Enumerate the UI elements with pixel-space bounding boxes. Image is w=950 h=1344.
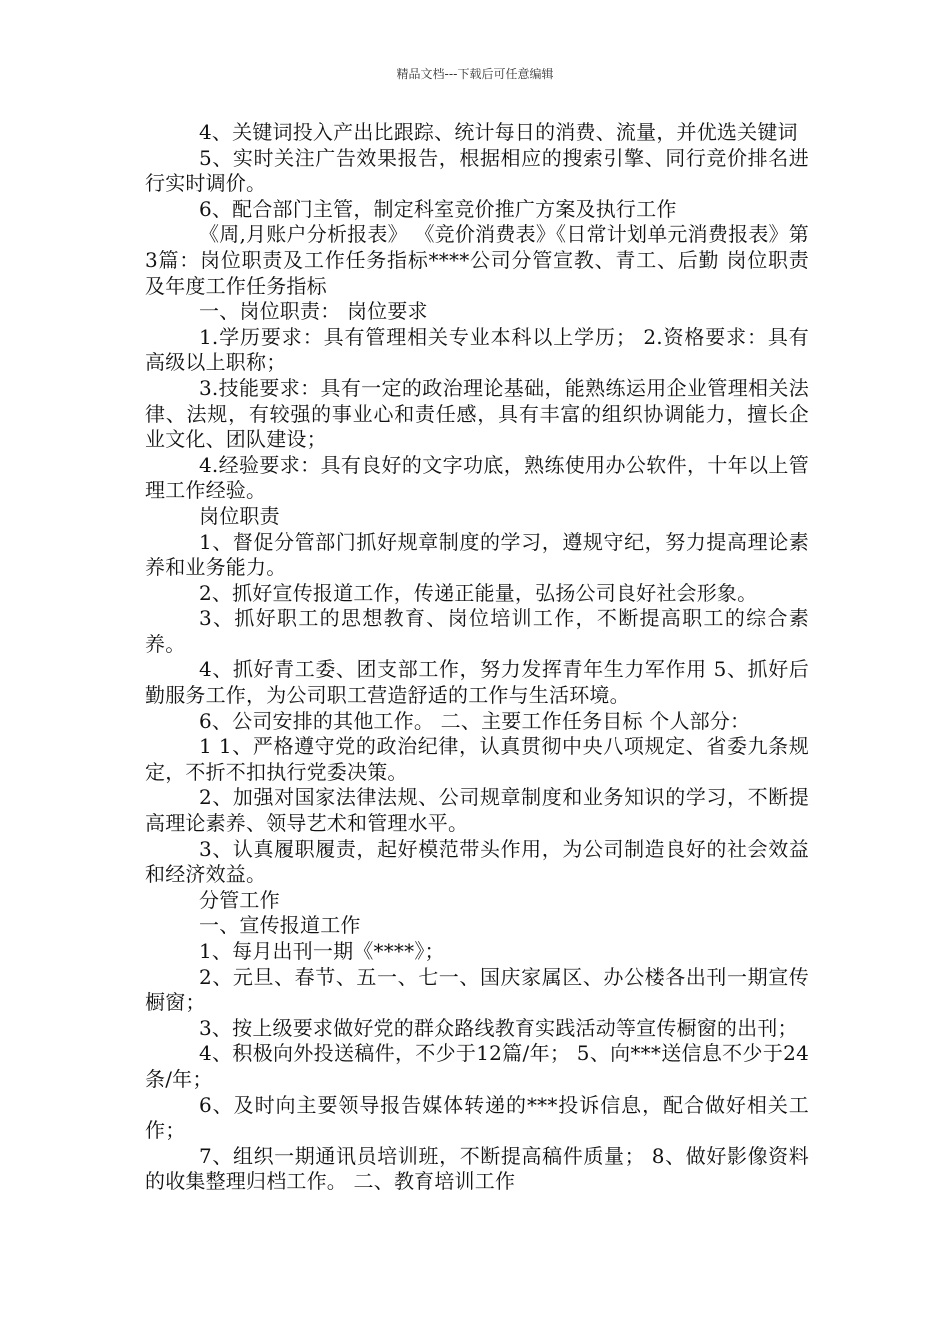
paragraph: 6、及时向主要领导报告媒体转递的***投诉信息，配合做好相关工作； (145, 1092, 809, 1143)
paragraph: 3.技能要求：具有一定的政治理论基础，能熟练运用企业管理相关法律、法规，有较强的事业心和责任感，具有丰富的组织协调能力，擅长企业文化、团队建设； (145, 375, 809, 452)
paragraph: 3、按上级要求做好党的群众路线教育实践活动等宣传橱窗的出刊； (199, 1015, 798, 1040)
paragraph: 5、实时关注广告效果报告，根据相应的搜索引擎、同行竞价排名进行实时调价。 (145, 145, 809, 196)
paragraph: 4、关键词投入产出比跟踪、统计每日的消费、流量，并优选关键词 (199, 120, 798, 144)
paragraph: 2、抓好宣传报道工作，传递正能量，弘扬公司良好社会形象。 (199, 580, 758, 605)
paragraph: 2、加强对国家法律法规、公司规章制度和业务知识的学习，不断提高理论素养、领导艺术和管理水平。 (145, 785, 809, 836)
document-body (145, 120, 809, 1195)
paragraph: 1、每月出刊一期《****》； (199, 939, 445, 963)
paragraph: 6、公司安排的其他工作。 二、主要工作任务目标 个人部分： (199, 708, 751, 733)
paragraph: 7、组织一期通讯员培训班，不断提高稿件质量； 8、做好影像资料的收集整理归档工作。 二、教育培训工作 (145, 1143, 809, 1194)
paragraph: 岗位职责 (199, 503, 280, 528)
paragraph: 《周,月账户分析报表》 《竞价消费表》《日常计划单元消费报表》第3篇：岗位职责及工作任务指标****公司分管宣教、青工、后勤 岗位职责及年度工作任务指标 (145, 222, 809, 298)
paragraph: 一、岗位职责： 岗位要求 (199, 299, 428, 324)
paragraph: 4.经验要求：具有良好的文字功底，熟练使用办公软件，十年以上管理工作经验。 (145, 452, 809, 503)
paragraph: 3、认真履职履责，起好模范带头作用，为公司制造良好的社会效益和经济效益。 (145, 836, 809, 887)
paragraph: 3、抓好职工的思想教育、岗位培训工作，不断提高职工的综合素养。 (145, 606, 809, 656)
paragraph: 1 1、严格遵守党的政治纪律，认真贯彻中央八项规定、省委九条规定，不折不扣执行党委决策。 (145, 734, 809, 784)
paragraph: 4、抓好青工委、团支部工作，努力发挥青年生力军作用 5、抓好后勤服务工作，为公司职工营造舒适的工作与生活环境。 (145, 657, 809, 708)
paragraph: 2、元旦、春节、五一、七一、国庆家属区、办公楼各出刊一期宣传橱窗； (145, 964, 809, 1015)
paragraph: 4、积极向外投送稿件，不少于12篇/年； 5、向***送信息不少于24条/年； (145, 1041, 809, 1091)
paragraph: 1.学历要求：具有管理相关专业本科以上学历； 2.资格要求：具有高级以上职称； (145, 324, 809, 375)
paragraph: 一、宣传报道工作 (199, 913, 361, 938)
paragraph: 1、督促分管部门抓好规章制度的学习，遵规守纪，努力提高理论素养和业务能力。 (145, 529, 809, 580)
paragraph: 分管工作 (199, 887, 280, 912)
page-header: 精品文档---下载后可任意编辑 (396, 67, 554, 81)
paragraph: 6、配合部门主管，制定科室竞价推广方案及执行工作 (199, 196, 677, 221)
